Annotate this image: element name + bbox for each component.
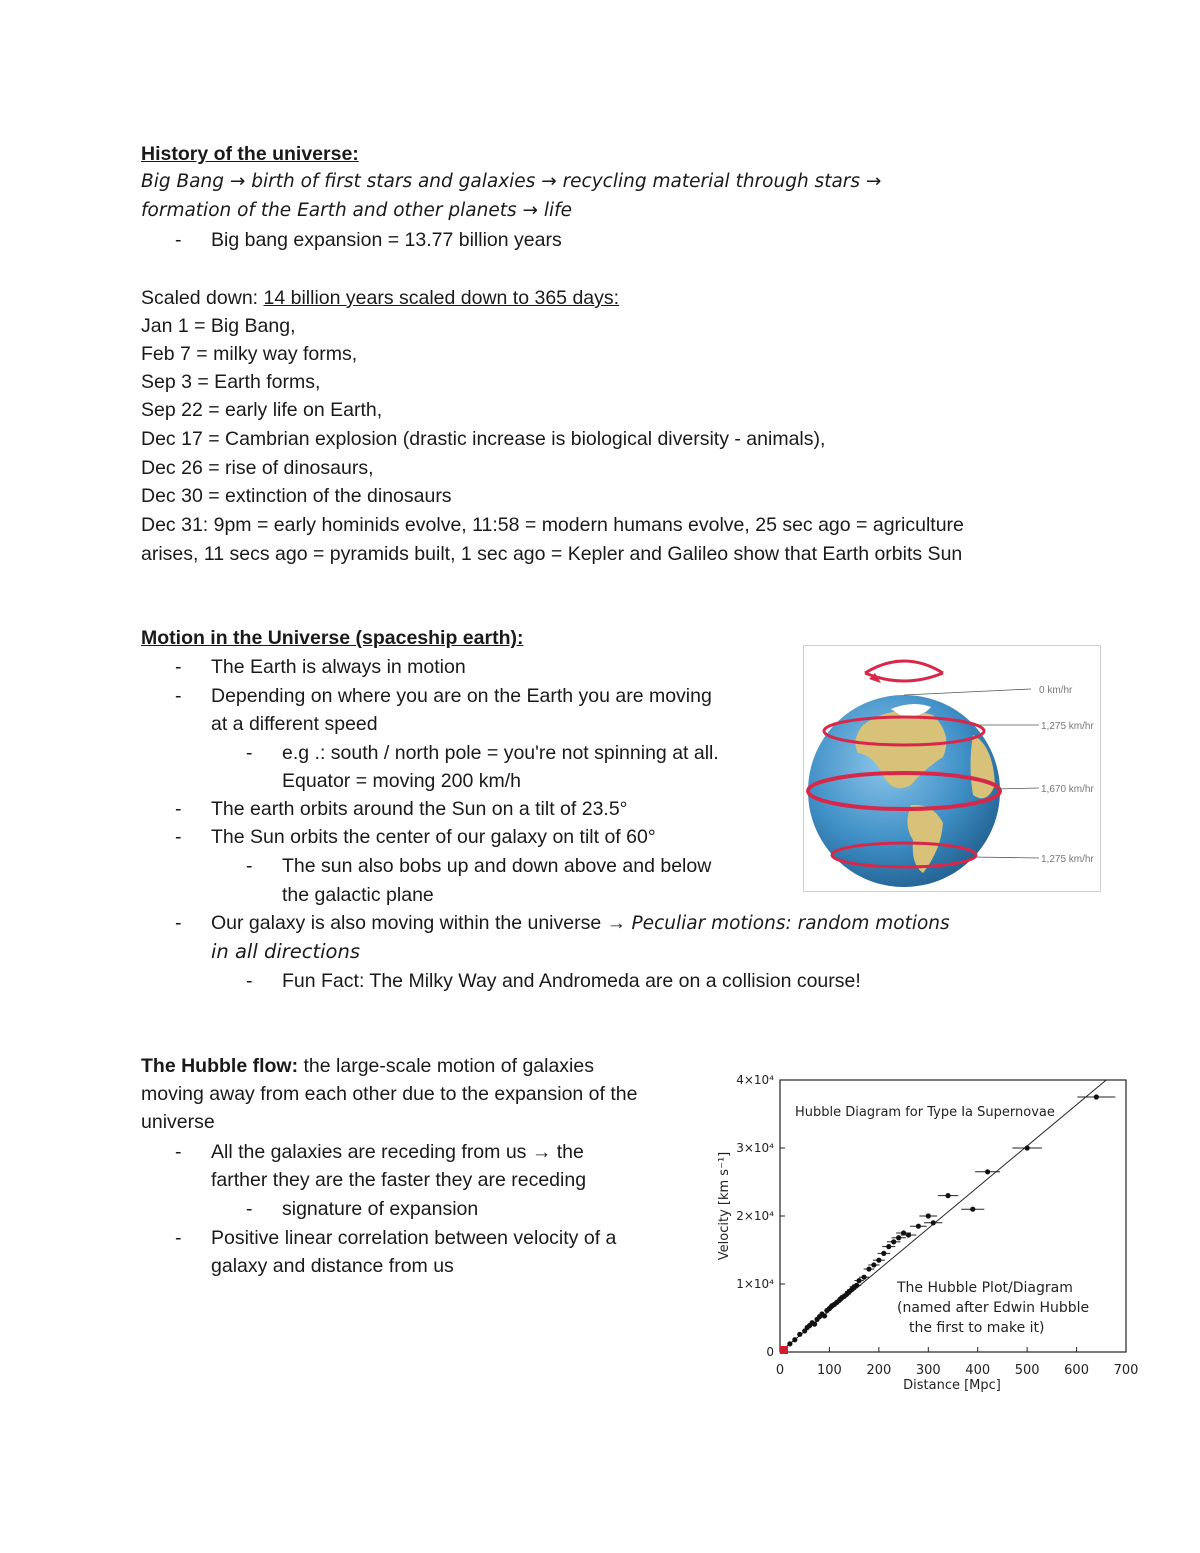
x-tick-label: 200 bbox=[866, 1363, 892, 1378]
bullet-galaxy-motion bbox=[211, 909, 950, 938]
event-line: Dec 17 = Cambrian explosion (drastic increase is biological diversity - animals), bbox=[141, 428, 826, 450]
data-point bbox=[792, 1337, 797, 1342]
galaxy-motion-italic: Peculiar motions: random motions bbox=[631, 913, 950, 934]
x-tick-label: 0 bbox=[775, 1363, 785, 1378]
x-tick-label: 100 bbox=[817, 1363, 842, 1378]
chart-title: Hubble Diagram for Type Ia Supernovae bbox=[795, 1105, 1055, 1120]
data-point bbox=[881, 1251, 886, 1256]
data-point bbox=[856, 1278, 861, 1283]
sub-bullet-fun-fact: Fun Fact: The Milky Way and Andromeda are on a collision course! bbox=[282, 970, 861, 992]
bullet-dash: - bbox=[246, 742, 253, 764]
bullet-dash: - bbox=[175, 229, 182, 251]
bullet-receding-1: All the galaxies are receding from us → the bbox=[211, 1141, 584, 1163]
speed-label: 0 km/hr bbox=[1039, 685, 1073, 696]
y-tick-label: 0 bbox=[766, 1345, 774, 1359]
data-point bbox=[891, 1239, 896, 1244]
sub-bullet-poles: e.g .: south / north pole = you're not spinning at all. bbox=[282, 742, 719, 764]
y-axis-label: Velocity [km s⁻¹] bbox=[717, 1151, 732, 1261]
data-point bbox=[896, 1235, 901, 1240]
galaxy-motion-plain: Our galaxy is also moving within the universe → bbox=[211, 912, 632, 934]
scaled-down-prefix: Scaled down: bbox=[141, 287, 264, 309]
event-line: Feb 7 = milky way forms, bbox=[141, 343, 358, 365]
x-tick-label: 700 bbox=[1113, 1363, 1139, 1378]
y-tick-label: 1×10⁴ bbox=[736, 1277, 774, 1291]
speed-label: 1,275 km/hr bbox=[1041, 854, 1094, 865]
section-heading-motion: Motion in the Universe (spaceship earth): bbox=[141, 627, 524, 649]
data-point bbox=[871, 1262, 876, 1267]
bullet-earth-tilt: The earth orbits around the Sun on a tilt of 23.5° bbox=[211, 798, 628, 820]
x-tick-label: 300 bbox=[915, 1363, 941, 1378]
event-line: Dec 31: 9pm = early hominids evolve, 11:58 = modern humans evolve, 25 sec ago = agriculture bbox=[141, 514, 964, 536]
x-tick-label: 400 bbox=[965, 1363, 991, 1378]
data-point bbox=[916, 1224, 921, 1229]
data-point bbox=[876, 1258, 881, 1263]
y-tick-label: 2×10⁴ bbox=[736, 1209, 774, 1223]
data-point bbox=[861, 1275, 866, 1280]
data-point bbox=[931, 1220, 936, 1225]
sub-bullet-equator: Equator = moving 200 km/h bbox=[282, 770, 522, 792]
origin-marker bbox=[780, 1346, 788, 1354]
bullet-dash: - bbox=[175, 912, 182, 934]
speed-label: 1,670 km/hr bbox=[1041, 784, 1094, 795]
hubble-flow-line-2: moving away from each other due to the expansion of the bbox=[141, 1083, 638, 1105]
bullet-speed-line-2: at a different speed bbox=[211, 713, 378, 735]
hubble-flow-term: The Hubble flow: bbox=[141, 1055, 299, 1077]
data-point bbox=[854, 1283, 859, 1288]
bullet-dash: - bbox=[175, 798, 182, 820]
bullet-dash: - bbox=[175, 826, 182, 848]
hubble-flow-line-3: universe bbox=[141, 1111, 215, 1133]
data-point bbox=[812, 1322, 817, 1327]
hubble-diagram-chart bbox=[712, 1066, 1152, 1396]
bullet-dash: - bbox=[175, 1141, 182, 1163]
event-line: arises, 11 secs ago = pyramids built, 1 sec ago = Kepler and Galileo show that Earth orbits Sun bbox=[141, 543, 963, 565]
italic-timeline-line-1: Big Bang → birth of first stars and galaxies → recycling material through stars → bbox=[141, 171, 882, 192]
data-point bbox=[906, 1232, 911, 1237]
x-axis-label: Distance [Mpc] bbox=[903, 1378, 1001, 1393]
y-tick-label: 3×10⁴ bbox=[736, 1141, 774, 1155]
bullet-big-bang-expansion: Big bang expansion = 13.77 billion years bbox=[211, 229, 562, 251]
x-tick-label: 500 bbox=[1014, 1363, 1040, 1378]
data-point bbox=[970, 1207, 975, 1212]
chart-annotation-line: The Hubble Plot/Diagram bbox=[897, 1280, 1073, 1296]
bullet-dash: - bbox=[246, 970, 253, 992]
x-tick-label: 600 bbox=[1064, 1363, 1089, 1378]
event-line: Jan 1 = Big Bang, bbox=[141, 315, 296, 337]
data-point bbox=[945, 1193, 950, 1198]
bullet-speed-line-1: Depending on where you are on the Earth you are moving bbox=[211, 685, 712, 707]
earth-rotation-figure bbox=[803, 645, 1103, 893]
italic-timeline-line-2: formation of the Earth and other planets → life bbox=[141, 200, 573, 221]
scaled-down-line bbox=[141, 284, 619, 312]
bullet-correlation-2: galaxy and distance from us bbox=[211, 1255, 454, 1277]
hubble-flow-definition: the large-scale motion of galaxies bbox=[298, 1055, 594, 1077]
chart-annotation-line: the first to make it) bbox=[909, 1320, 1045, 1336]
bullet-dash: - bbox=[175, 656, 182, 678]
event-line: Sep 22 = early life on Earth, bbox=[141, 399, 383, 421]
data-point bbox=[797, 1332, 802, 1337]
bullet-dash: - bbox=[246, 855, 253, 877]
galaxy-motion-italic-2: in all directions bbox=[211, 940, 361, 963]
y-tick-label: 4×10⁴ bbox=[736, 1073, 774, 1087]
chart-annotation-line: (named after Edwin Hubble bbox=[897, 1300, 1090, 1316]
bullet-dash: - bbox=[175, 685, 182, 707]
scaled-down-underlined: 14 billion years scaled down to 365 days: bbox=[263, 287, 620, 309]
sub-bullet-signature: signature of expansion bbox=[282, 1198, 479, 1220]
section-heading-history: History of the universe: bbox=[141, 143, 359, 165]
data-point bbox=[787, 1341, 792, 1346]
bullet-dash: - bbox=[246, 1198, 253, 1220]
bullet-receding-2: farther they are the faster they are receding bbox=[211, 1169, 587, 1191]
event-line: Dec 30 = extinction of the dinosaurs bbox=[141, 485, 452, 507]
bullet-dash: - bbox=[175, 1227, 182, 1249]
data-point bbox=[886, 1244, 891, 1249]
data-point bbox=[822, 1313, 827, 1318]
data-point bbox=[1025, 1145, 1030, 1150]
sub-bullet-sun-bobs-1: The sun also bobs up and down above and below bbox=[282, 855, 712, 877]
bullet-earth-motion: The Earth is always in motion bbox=[211, 656, 466, 678]
data-point bbox=[1094, 1094, 1099, 1099]
hubble-flow-line-1 bbox=[141, 1052, 594, 1080]
event-line: Dec 26 = rise of dinosaurs, bbox=[141, 457, 374, 479]
data-point bbox=[985, 1169, 990, 1174]
bullet-sun-tilt: The Sun orbits the center of our galaxy on tilt of 60° bbox=[211, 826, 656, 848]
data-point bbox=[926, 1213, 931, 1218]
data-point bbox=[866, 1266, 871, 1271]
event-line: Sep 3 = Earth forms, bbox=[141, 371, 321, 393]
bullet-correlation-1: Positive linear correlation between velocity of a bbox=[211, 1227, 617, 1249]
speed-label: 1,275 km/hr bbox=[1041, 721, 1094, 732]
sub-bullet-sun-bobs-2: the galactic plane bbox=[282, 884, 434, 906]
